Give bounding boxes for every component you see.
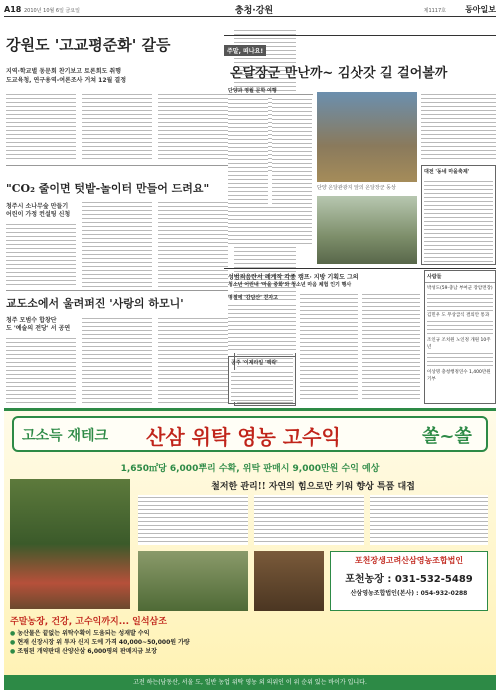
co2-body-col3 — [158, 200, 228, 287]
health-body-col1 — [300, 292, 358, 402]
ad-photo-ginseng — [10, 479, 130, 609]
ad-contact-box — [330, 551, 488, 611]
feature-body-col2 — [272, 97, 312, 247]
main-subhead-2: 도교육청, 연구용역-여론조사 거쳐 12월 결정 — [6, 77, 127, 84]
main-headline: 강원도 '고교평준화' 갈등 — [6, 36, 171, 54]
ad-body-col1 — [138, 495, 248, 545]
co2-subhead-2: 어린이 가정 컨설팅 신청 — [6, 211, 71, 218]
ad-title-main: 산삼 위탁 영농 고수익 — [146, 425, 341, 449]
feature-photo-caption: 단양 온달관광지 앞의 온달장군 동상 — [317, 185, 396, 191]
ad-bullet — [10, 647, 330, 656]
ad-bullet-text: 농산물은 끝없는 위탁수확이 도움되는 성재발 수익 — [17, 630, 150, 637]
ad-title-box — [12, 416, 488, 452]
ad-bullets — [10, 629, 330, 656]
feature-headline: 온달장군 만난까~ 김삿갓 길 걸어볼까 — [230, 66, 448, 81]
ad-banner — [4, 408, 496, 687]
feature-subtitle: 단양과 영월 문학 여행 — [228, 87, 313, 95]
hot-topic-box — [421, 165, 496, 265]
ad-bullet — [10, 629, 330, 638]
ad-left-caption: 주말농장, 건강, 고수익까지... 일석삼조 — [10, 617, 167, 627]
ad-body-col2 — [254, 495, 364, 545]
ad-photo-root — [254, 551, 324, 611]
hot-topic-head: 대전 '동네 마을축제' — [424, 169, 470, 175]
feature-top-rule — [224, 35, 496, 36]
bullet-icon: ● — [10, 639, 16, 646]
bullet-icon: ● — [10, 648, 16, 655]
feature-photo-statue — [317, 92, 417, 182]
ad-title-right: 쏠~쏠 — [422, 426, 472, 447]
co2-body-col1 — [6, 222, 76, 287]
feature-body-col1 — [228, 97, 268, 247]
choir-headline: 교도소에서 울려퍼진 '사랑의 하모니' — [6, 297, 184, 310]
notice-head: 공주 '이제라일 '맥락' — [231, 360, 278, 366]
ad-bullet-text: 현재 신장시장 위 투자 신지 도에 가격 40,000~50,000원 가량 — [17, 639, 190, 646]
ad-bullet-text: 조림된 개약판대 산양산삼 6,000평의 판매지금 보장 — [17, 648, 157, 655]
people-list — [425, 283, 495, 385]
co2-subhead-1: 청주시 소나무숲 만들기 — [6, 203, 69, 210]
people-item: 박성도(59·충남 부여군 장암면장) — [427, 286, 493, 291]
feature-tag-wrap — [224, 38, 266, 57]
people-item-body — [427, 319, 493, 337]
co2-body-col2 — [82, 200, 152, 287]
bullet-icon: ● — [10, 630, 16, 637]
people-head: 사람들 — [425, 271, 495, 283]
people-item-body — [427, 351, 493, 369]
choir-body-col3 — [158, 316, 228, 404]
small-col-head: 명절에 '감담산' 걷자고 — [228, 295, 279, 301]
choir-body-col1 — [6, 336, 76, 404]
main-body-col3 — [158, 92, 228, 162]
page-number: A18 — [4, 5, 22, 14]
ad-company: 포천장생고려산삼영농조합법인 — [354, 556, 464, 565]
ad-photo-field — [138, 551, 248, 611]
notice-body — [231, 370, 293, 402]
ad-body-head: 철저한 관리!! 자연의 힘으로만 키워 향상 특품 대접 — [211, 482, 415, 492]
ad-bullet — [10, 638, 330, 647]
feature-photo-landscape — [317, 196, 417, 264]
people-item: 이상명 충청행정연수 1,400만원 기부 — [427, 370, 491, 382]
ad-footer: 고전 하는(남동산, 서울 도, 일반 농업 위탁 영농 외 의위인 이 위 순위 있는 바이가 입니다. — [4, 675, 496, 690]
ad-title-left: 고소득 재테크 — [22, 428, 109, 444]
co2-headline: "CO₂ 줄이면 텃밭-놀이터 만들어 드려요" — [6, 182, 210, 195]
ad-body-col3 — [370, 495, 488, 545]
choir-subhead-1: 청주 모범수 합창단 — [6, 317, 57, 324]
health-subhead: 청소년 어린내 '마을 중화'와 청소년 마음 체험 인기 행사 — [228, 282, 352, 288]
people-item-body — [427, 292, 493, 312]
section-title: 충청·강원 — [234, 6, 274, 16]
newspaper-logo: 동아일보 — [465, 4, 496, 14]
choir-body-col2 — [82, 316, 152, 404]
feature-tag: 주말, 떠나요! — [224, 45, 266, 56]
hot-topic-body — [424, 179, 493, 264]
main-body-col2 — [82, 92, 152, 162]
edition-number: 제1117호 — [423, 8, 446, 14]
small-col-body — [228, 303, 296, 353]
ad-phone-hq: 산삼영농조합법인(본사) : 054-932-0288 — [350, 590, 468, 597]
notice-box — [228, 356, 296, 404]
choir-subhead-2: 도 '예술의 전당' 서 공연 — [6, 325, 71, 332]
main-subhead-1: 지역·학교별 동문회 찬기보고 토론회도 취행 — [6, 68, 121, 75]
page-header — [4, 3, 496, 17]
divider — [6, 165, 228, 166]
divider — [6, 290, 228, 291]
ad-subtitle: 1,650㎡당 6,000뿌리 수확, 위탁 판매시 9,000만원 수익 예상 — [120, 464, 380, 474]
people-box — [424, 270, 496, 404]
feature-body-col3 — [421, 92, 496, 162]
health-headline: 성범죄음란서 레게작 각종 캠프· 지방 기획도 그의 — [228, 274, 359, 281]
health-body-col2 — [362, 292, 420, 402]
people-item: 조인규 조치원 노인정 개원 10주년 — [427, 338, 491, 350]
divider — [224, 268, 496, 269]
people-item: 김민우 도 무상급식 결의안 통과 — [427, 313, 490, 318]
main-body-col1 — [6, 92, 76, 162]
issue-date: 2010년 10월 6일 금요일 — [24, 8, 81, 14]
ad-phone-farm: 포천농장 : 031-532-5489 — [345, 574, 473, 585]
